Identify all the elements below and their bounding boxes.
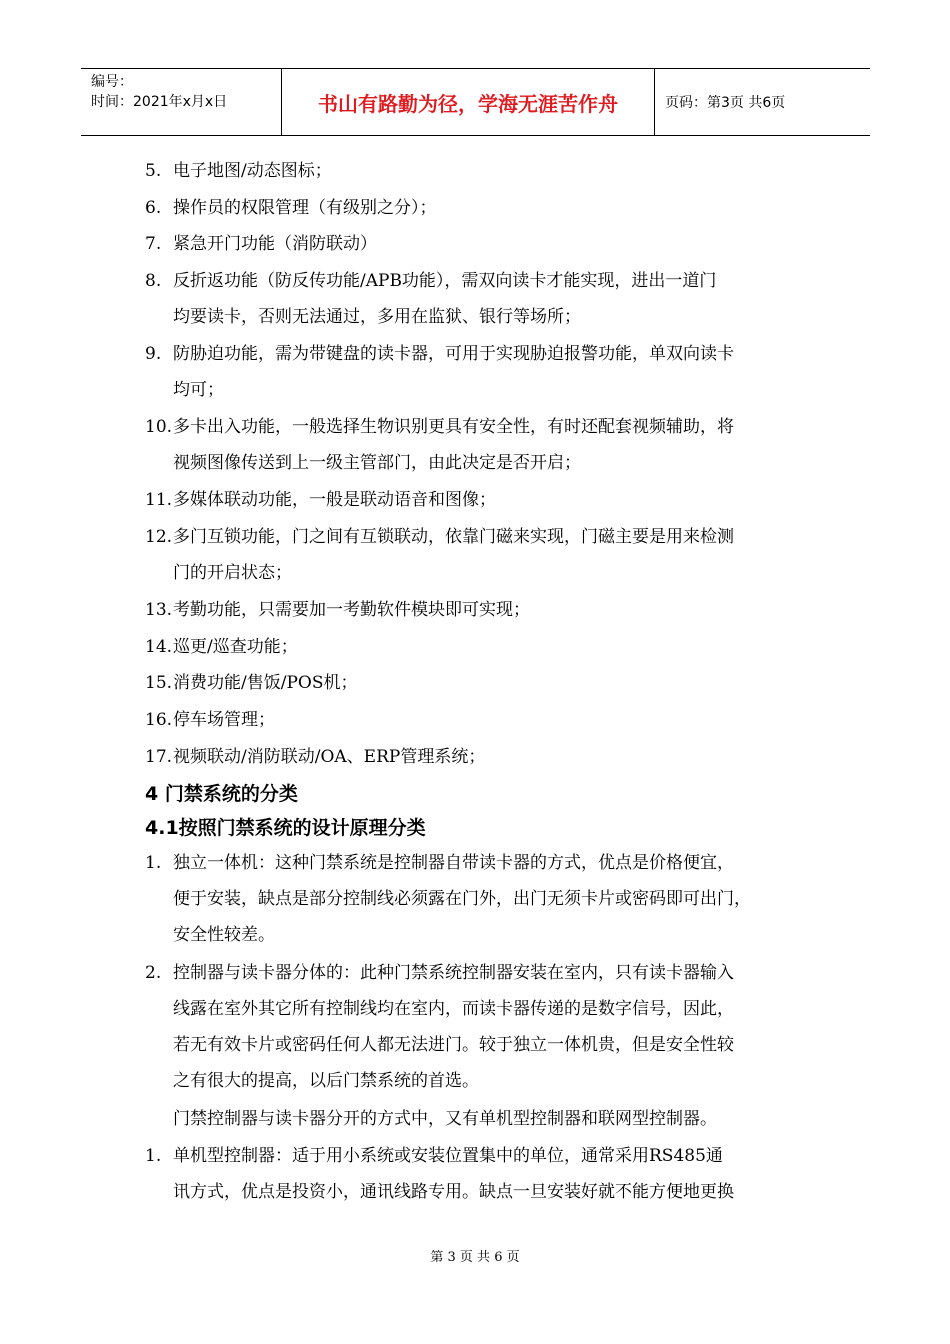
list-number: 2. [145, 963, 162, 983]
list-text-line: 操作员的权限管理（有级别之分）； [173, 197, 437, 218]
list-number: 16. [145, 710, 173, 730]
header-meta [81, 69, 282, 135]
list-number: 8. [145, 270, 162, 291]
list-text-line: 考勤功能，只需要加一考勤软件模块即可实现； [173, 600, 530, 621]
list-text-line: 反折返功能（防反传功能/APB功能），需双向读卡才能实现，进出一道门 [173, 270, 717, 291]
list-number: 12. [145, 527, 173, 547]
classification-list-item [145, 955, 825, 1099]
paragraph: 门禁控制器与读卡器分开的方式中，又有单机型控制器和联网型控制器。 [173, 1109, 717, 1130]
list-number: 6. [145, 197, 162, 218]
list-text-line: 视频图像传送到上一级主管部门，由此决定是否开启； [173, 453, 581, 474]
feature-list-item [145, 409, 825, 481]
feature-list-item [145, 226, 825, 262]
list-text-line: 控制器与读卡器分体的：此种门禁系统控制器安装在室内，只有读卡器输入 [173, 963, 734, 983]
feature-list-item [145, 336, 825, 408]
list-text-line: 安全性较差。 [173, 925, 275, 946]
list-text-line: 线露在室外其它所有控制线均在室内，而读卡器传递的是数字信号，因此， [173, 999, 734, 1019]
feature-list-item [145, 519, 825, 591]
list-number: 13. [145, 600, 173, 621]
list-text-line: 门的开启状态； [173, 563, 292, 583]
list-number: 15. [145, 673, 173, 694]
list-text-line: 停车场管理； [173, 710, 275, 730]
list-text-line: 之有很大的提高，以后门禁系统的首选。 [173, 1071, 479, 1091]
feature-list-item [145, 629, 825, 665]
list-text-line: 防胁迫功能，需为带键盘的读卡器，可用于实现胁迫报警功能，单双向读卡 [173, 344, 734, 364]
list-text-line: 多卡出入功能，一般选择生物识别更具有安全性，有时还配套视频辅助，将 [173, 417, 734, 438]
feature-list-item [145, 739, 825, 775]
classification-list-item [145, 845, 825, 953]
page-header [81, 68, 870, 136]
feature-list-item [145, 153, 825, 189]
feature-list-item [145, 702, 825, 738]
header-serial-label: 编号： [91, 74, 133, 90]
list-number: 9. [145, 344, 162, 364]
list-text-line: 紧急开门功能（消防联动） [173, 234, 377, 255]
list-text-line: 单机型控制器：适于用小系统或安装位置集中的单位，通常采用RS485通 [173, 1146, 723, 1166]
list-text-line: 若无有效卡片或密码任何人都无法进门。较于独立一体机贵，但是安全性较 [173, 1035, 734, 1055]
header-page-info: 页码：第3页 共6页 [665, 95, 786, 111]
list-number: 10. [145, 417, 173, 438]
feature-list-item [145, 263, 825, 335]
list-text-line: 巡更/巡查功能； [173, 636, 298, 657]
section-heading-4: 4 门禁系统的分类 [145, 783, 298, 806]
list-text-line: 多门互锁功能，门之间有互锁联动，依靠门磁来实现，门磁主要是用来检测 [173, 527, 734, 547]
list-number: 14. [145, 636, 173, 657]
list-text-line: 均要读卡，否则无法通过，多用在监狱、银行等场所； [173, 306, 581, 327]
header-date: 时间：2021年x月x日 [91, 94, 228, 110]
list-number: 11. [145, 490, 173, 511]
list-number: 17. [145, 746, 173, 767]
section-heading-4-1: 4.1按照门禁系统的设计原理分类 [145, 817, 426, 840]
list-text-line: 均可； [173, 380, 224, 400]
list-text-line: 多媒体联动功能，一般是联动语音和图像； [173, 490, 496, 511]
feature-list-item [145, 592, 825, 628]
feature-list-item [145, 482, 825, 518]
list-text-line: 消费功能/售饭/POS机； [173, 673, 358, 694]
list-text-line: 便于安装，缺点是部分控制线必须露在门外，出门无须卡片或密码即可出门， [173, 889, 751, 910]
page-footer: 第 3 页 共 6 页 [430, 1250, 520, 1265]
header-motto: 书山有路勤为径，学海无涯苦作舟 [282, 69, 655, 135]
feature-list-item [145, 665, 825, 701]
list-text-line: 视频联动/消防联动/OA、ERP管理系统； [173, 746, 486, 767]
list-number: 1. [145, 853, 162, 874]
controller-list-item [145, 1138, 825, 1210]
feature-list-item [145, 190, 825, 226]
list-text-line: 独立一体机：这种门禁系统是控制器自带读卡器的方式，优点是价格便宜， [173, 853, 734, 874]
list-text-line: 讯方式，优点是投资小，通讯线路专用。缺点一旦安装好就不能方便地更换 [173, 1182, 734, 1202]
list-number: 1. [145, 1146, 162, 1166]
list-number: 7. [145, 234, 162, 255]
list-text-line: 电子地图/动态图标； [173, 161, 332, 181]
list-number: 5. [145, 161, 162, 181]
